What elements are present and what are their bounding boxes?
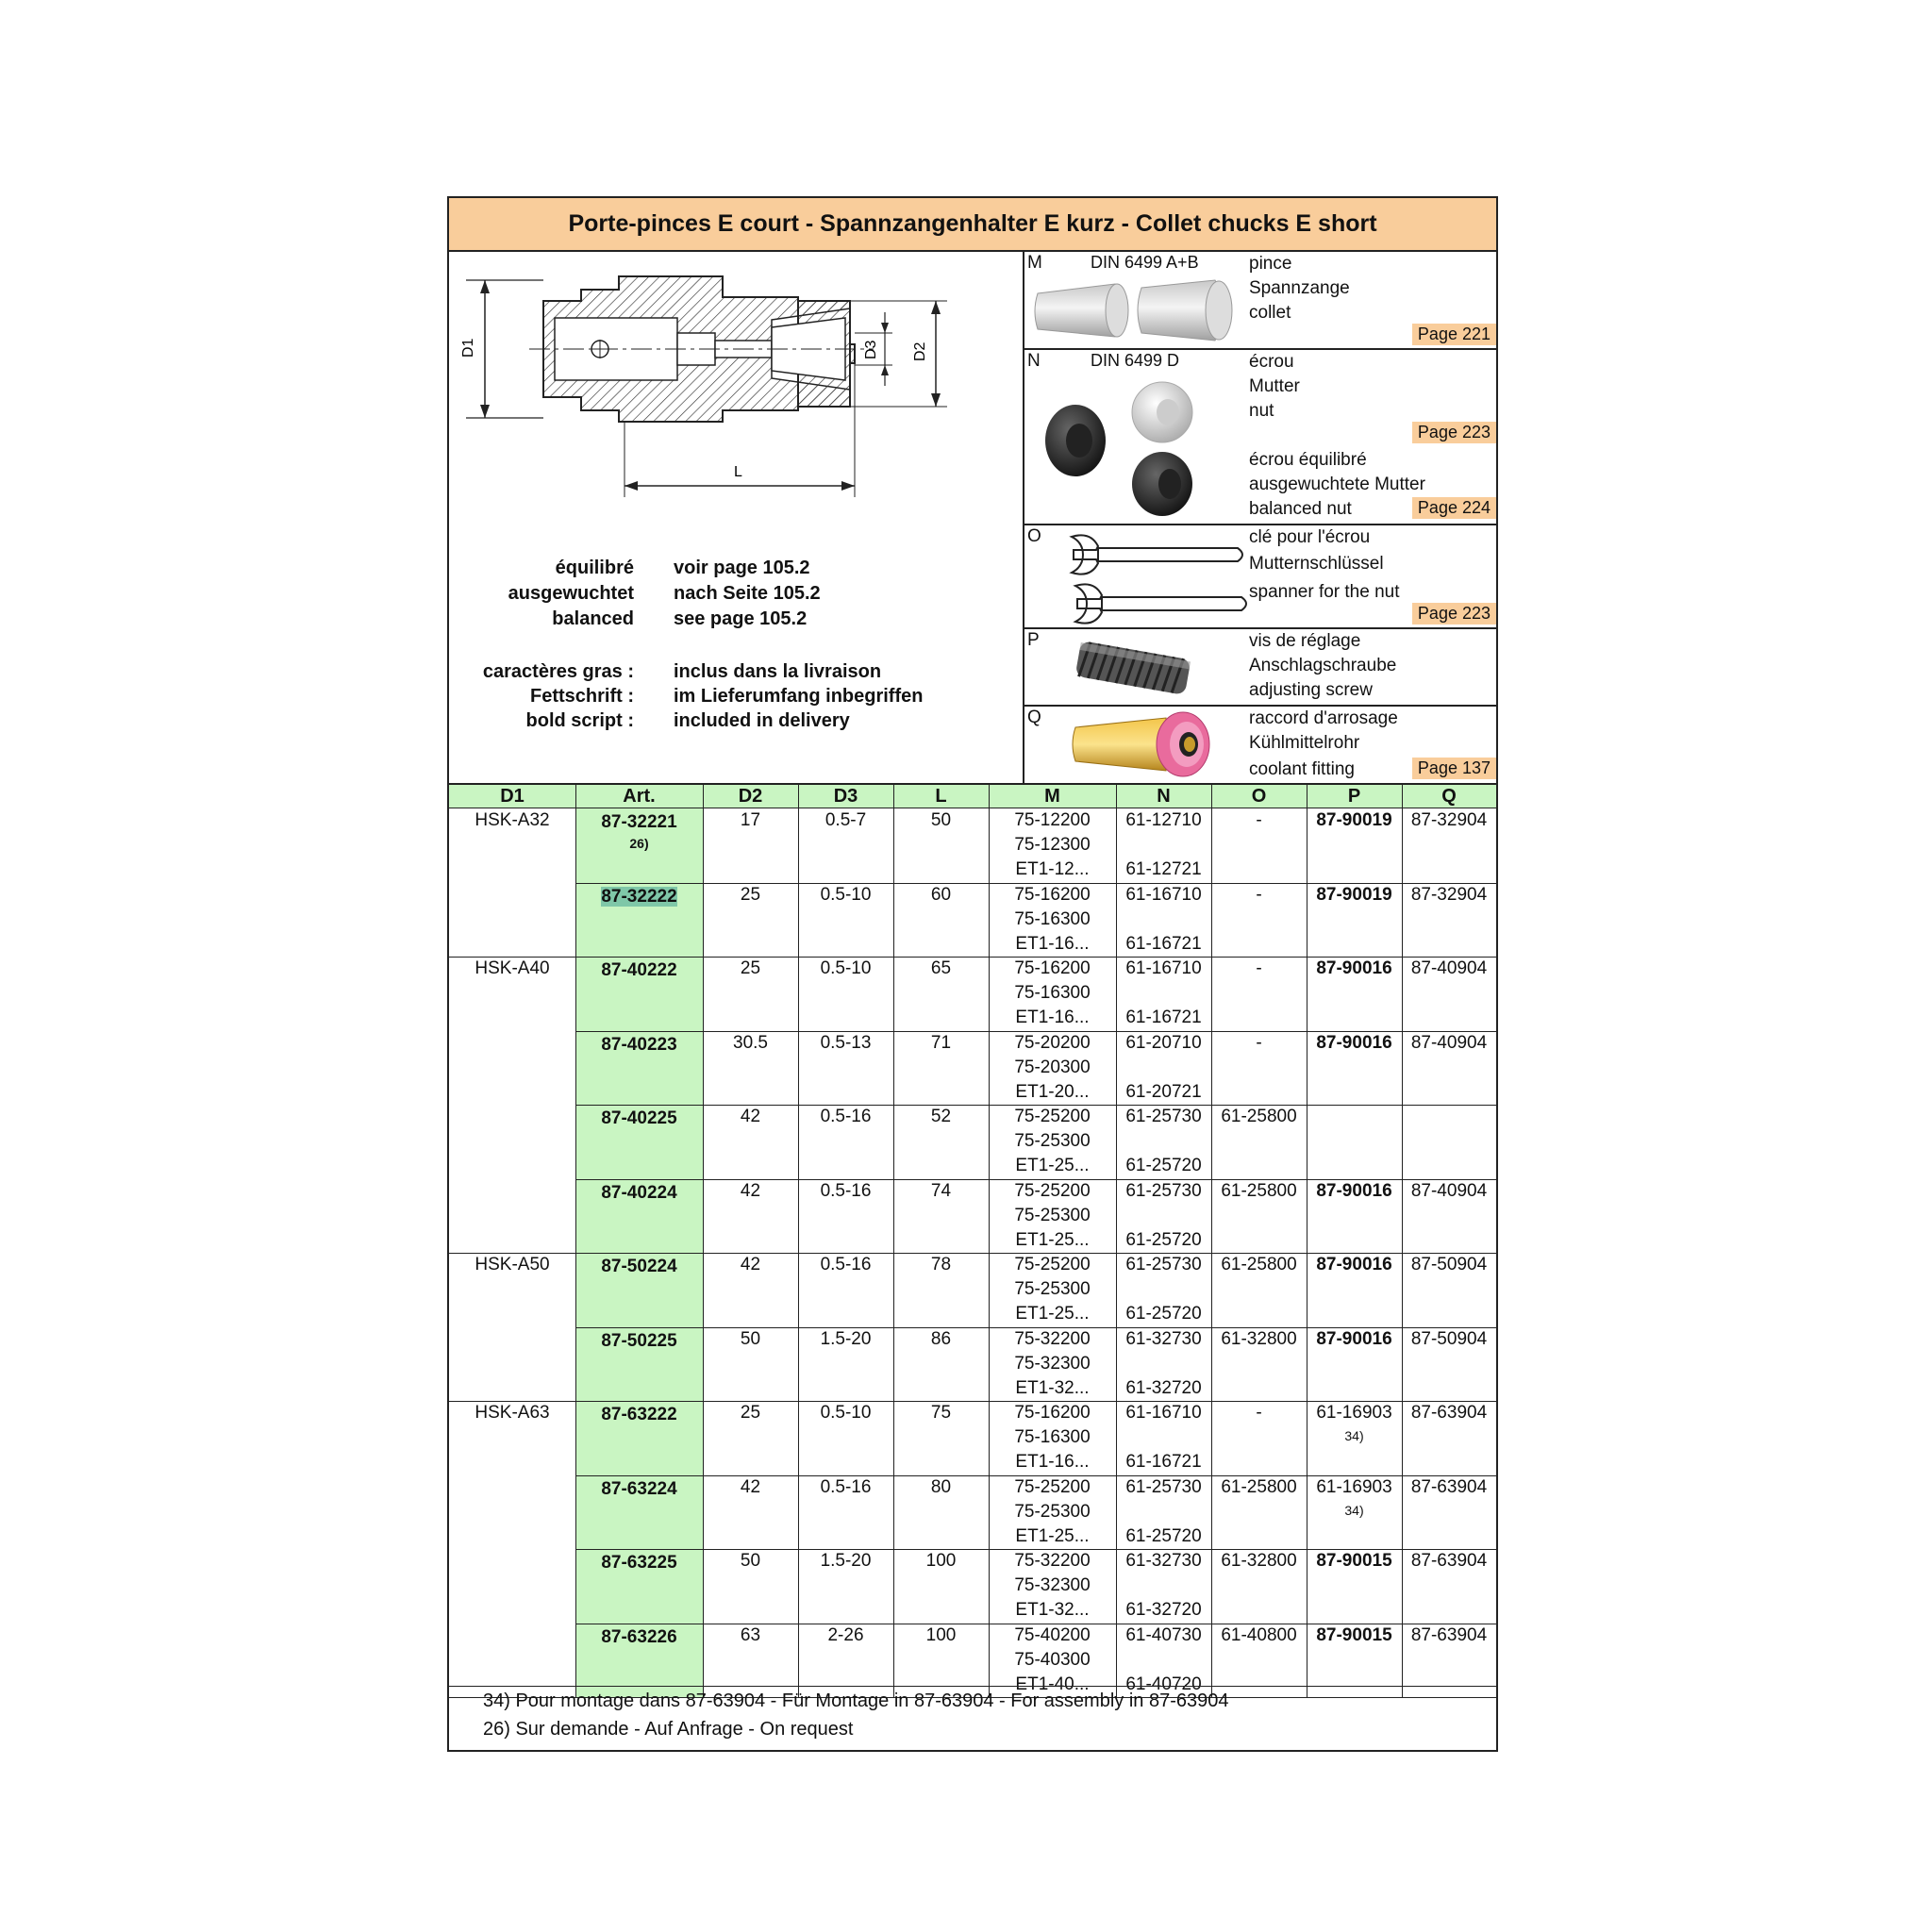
note-value: nach Seite 105.2 <box>674 583 821 604</box>
component-desc <box>1249 252 1350 325</box>
header-d2: D2 <box>738 786 763 807</box>
cell-m: 75-25300 <box>1014 1131 1091 1151</box>
cell-d2: 30.5 <box>733 1032 768 1053</box>
cell-d2: 63 <box>740 1624 761 1645</box>
adjusting-screw-icon <box>1072 637 1194 699</box>
cell-n: 61-32720 <box>1125 1600 1202 1620</box>
cell-o: 61-25800 <box>1221 1180 1297 1201</box>
cell-d3: 1.5-20 <box>820 1551 872 1571</box>
note-label: équilibré <box>555 558 634 578</box>
cell-m: 75-16200 <box>1014 1403 1091 1423</box>
column-divider <box>893 783 894 1697</box>
cell-p: 87-90019 <box>1316 810 1392 830</box>
cell-m: 75-16300 <box>1014 1427 1091 1447</box>
cell-p: 87-90019 <box>1316 884 1392 905</box>
desc-line: Mutter <box>1249 376 1300 396</box>
cell-q: 87-63904 <box>1410 1551 1488 1571</box>
cell-p: 61-16903 <box>1316 1403 1392 1423</box>
cell-l: 78 <box>930 1255 952 1274</box>
cell-n: 61-16710 <box>1125 1403 1202 1423</box>
cell-m: ET1-40... <box>1015 1674 1090 1694</box>
cell-l: 100 <box>925 1551 957 1571</box>
footnote-34: 34) Pour montage dans 87-63904 - Für Montage in 87-63904 - For assembly in 87-63904 <box>483 1690 1229 1711</box>
cell-l: 52 <box>930 1107 952 1126</box>
component-desc-balanced <box>1249 448 1425 522</box>
desc-line: adjusting screw <box>1249 680 1373 700</box>
cell-p: 61-16903 <box>1316 1476 1392 1497</box>
cell-d3: 0.5-7 <box>824 810 867 830</box>
cell-m: ET1-25... <box>1015 1304 1090 1324</box>
page-title: Porte-pinces E court - Spannzangenhalter E kurz - Collet chucks E short <box>449 198 1496 252</box>
note-label: bold script : <box>525 710 634 731</box>
cell-m: 75-16300 <box>1014 983 1091 1003</box>
component-desc <box>1249 350 1300 424</box>
cell-d3: 0.5-16 <box>820 1476 872 1497</box>
header-art: Art. <box>623 786 656 807</box>
desc-line: balanced nut <box>1249 499 1352 519</box>
cell-o: 61-40800 <box>1221 1624 1297 1645</box>
cell-m: 75-40300 <box>1014 1649 1091 1670</box>
desc-line: Mutternschlüssel <box>1249 554 1384 574</box>
header-q: Q <box>1441 786 1457 807</box>
cell-n: 61-25720 <box>1125 1304 1202 1324</box>
cell-n: 61-16721 <box>1125 933 1202 954</box>
cell-m: 75-25300 <box>1014 1279 1091 1299</box>
cell-m: ET1-16... <box>1015 1452 1090 1472</box>
cell-l: 50 <box>930 810 952 830</box>
desc-line: pince <box>1249 254 1292 274</box>
header-d1: D1 <box>500 786 525 807</box>
cell-m: 75-16200 <box>1014 884 1091 905</box>
coolant-fitting-icon <box>1072 708 1213 780</box>
cell-d3: 0.5-10 <box>820 884 872 905</box>
desc-line: clé pour l'écrou <box>1249 527 1371 547</box>
cell-p: 87-90016 <box>1316 1328 1392 1349</box>
notes-block <box>449 556 1023 744</box>
collet-icon <box>1030 276 1240 344</box>
desc-line: écrou <box>1249 352 1294 372</box>
cell-art: 87-40222 <box>601 960 677 980</box>
cell-q: 87-40904 <box>1410 1032 1488 1053</box>
component-o <box>1024 525 1498 629</box>
note-label: caractères gras : <box>482 661 634 682</box>
note-label: balanced <box>552 608 634 629</box>
cell-d2: 25 <box>740 1403 761 1423</box>
component-desc <box>1249 629 1396 703</box>
din-label: DIN 6499 A+B <box>1091 253 1199 272</box>
component-desc <box>1249 707 1398 782</box>
din-label: DIN 6499 D <box>1091 351 1180 370</box>
cell-m: ET1-20... <box>1015 1081 1090 1102</box>
page-link-137[interactable]: Page 137 <box>1412 758 1496 779</box>
cell-l: 65 <box>930 958 952 978</box>
cell-d2: 42 <box>740 1255 761 1274</box>
cell-n: 61-32730 <box>1125 1328 1202 1349</box>
cell-d3: 0.5-16 <box>820 1180 872 1201</box>
spanner-icon <box>1062 529 1251 625</box>
page-link-223[interactable]: Page 223 <box>1412 603 1496 625</box>
cell-d2: 42 <box>740 1476 761 1497</box>
component-letter: Q <box>1027 708 1041 727</box>
cell-m: 75-25200 <box>1014 1476 1091 1497</box>
desc-line: ausgewuchtete Mutter <box>1249 475 1425 494</box>
desc-line: collet <box>1249 303 1291 323</box>
cell-m: 75-32200 <box>1014 1551 1091 1571</box>
column-divider <box>798 783 799 1697</box>
component-letter: M <box>1027 253 1042 273</box>
desc-line: spanner for the nut <box>1249 582 1400 602</box>
cell-m: 75-16300 <box>1014 908 1091 929</box>
cell-art: 87-40223 <box>601 1034 677 1055</box>
cell-l: 74 <box>930 1180 952 1201</box>
cell-m: ET1-32... <box>1015 1377 1090 1398</box>
cell-m: ET1-12... <box>1015 859 1090 879</box>
cell-d2: 42 <box>740 1107 761 1126</box>
cell-m: 75-32300 <box>1014 1353 1091 1374</box>
cell-p: 87-90016 <box>1316 1255 1392 1274</box>
cell-m: ET1-16... <box>1015 933 1090 954</box>
catalog-sheet <box>447 196 1498 1752</box>
cell-l: 71 <box>930 1032 952 1053</box>
cell-o: - <box>1256 884 1262 905</box>
desc-line: nut <box>1249 401 1274 421</box>
cell-o: 61-25800 <box>1221 1255 1297 1274</box>
cell-d2: 25 <box>740 958 761 978</box>
cell-o: - <box>1256 958 1262 978</box>
component-letter: P <box>1027 630 1040 650</box>
component-letter: N <box>1027 351 1041 371</box>
component-p <box>1024 629 1498 707</box>
footnote-ref: 26) <box>629 836 649 851</box>
cell-d3: 2-26 <box>827 1624 864 1645</box>
cell-d2: 50 <box>740 1551 761 1571</box>
note-label: Fettschrift : <box>530 686 634 707</box>
cell-q: 87-40904 <box>1410 958 1488 978</box>
cell-o: - <box>1256 1403 1262 1423</box>
components-panel <box>1023 252 1498 783</box>
cell-art: 87-32221 <box>601 812 677 832</box>
cell-q: 87-32904 <box>1410 810 1488 830</box>
header-o: O <box>1251 786 1267 807</box>
cell-m: 75-12300 <box>1014 835 1091 855</box>
cell-art <box>575 885 703 909</box>
header-l: L <box>935 786 947 807</box>
cell-m: 75-25200 <box>1014 1180 1091 1201</box>
header-n: N <box>1157 786 1171 807</box>
cell-n: 61-25730 <box>1125 1255 1202 1274</box>
cell-m: 75-25200 <box>1014 1255 1091 1274</box>
d1-dim-label: D1 <box>460 338 476 358</box>
art-highlight: 87-32222 <box>601 886 677 907</box>
cell-p: 87-90016 <box>1316 1032 1392 1053</box>
cell-m: 75-32200 <box>1014 1328 1091 1349</box>
header-m: M <box>1044 786 1060 807</box>
cell-m: ET1-25... <box>1015 1525 1090 1546</box>
note-value: see page 105.2 <box>674 608 808 629</box>
cell-m: 75-20200 <box>1014 1032 1091 1053</box>
column-divider <box>1402 783 1403 1697</box>
footnotes <box>449 1686 1496 1751</box>
column-divider <box>1211 783 1212 1697</box>
cell-m: ET1-32... <box>1015 1600 1090 1620</box>
d3-dim-label: D3 <box>863 340 879 359</box>
cell-n: 61-32730 <box>1125 1551 1202 1571</box>
cell-d3: 0.5-16 <box>820 1107 872 1126</box>
cell-l: 86 <box>930 1328 952 1349</box>
column-divider <box>989 783 990 1697</box>
cell-p: 87-90016 <box>1316 958 1392 978</box>
cell-n: 61-20721 <box>1125 1081 1202 1102</box>
cell-d3: 0.5-10 <box>820 958 872 978</box>
header-d3: D3 <box>833 786 858 807</box>
table-header <box>449 783 1496 808</box>
cell-m: 75-25200 <box>1014 1107 1091 1126</box>
technical-drawing <box>449 252 1023 780</box>
cell-o: 61-25800 <box>1221 1107 1297 1126</box>
cell-m: ET1-25... <box>1015 1156 1090 1175</box>
cell-d2: 25 <box>740 884 761 905</box>
footnote-ref: 34) <box>1344 1428 1364 1443</box>
cell-n: 61-25730 <box>1125 1476 1202 1497</box>
component-desc <box>1249 525 1400 605</box>
cell-d3: 1.5-20 <box>820 1328 872 1349</box>
cell-n: 61-25720 <box>1125 1156 1202 1175</box>
cell-art: 87-63222 <box>601 1405 677 1424</box>
cell-q: 87-63904 <box>1410 1403 1488 1423</box>
cell-m: ET1-25... <box>1015 1229 1090 1250</box>
footnote-ref: 34) <box>1344 1502 1364 1518</box>
cell-q: 87-63904 <box>1410 1624 1488 1645</box>
cell-n: 61-16721 <box>1125 1452 1202 1472</box>
cell-m: 75-25300 <box>1014 1501 1091 1522</box>
cell-art: 87-50224 <box>601 1257 677 1276</box>
desc-line: coolant fitting <box>1249 759 1355 779</box>
cell-q: 87-63904 <box>1410 1476 1488 1497</box>
cell-d3: 0.5-16 <box>820 1255 872 1274</box>
column-divider <box>1116 783 1117 1697</box>
cell-m: 75-20300 <box>1014 1057 1091 1077</box>
cell-m: 75-32300 <box>1014 1575 1091 1595</box>
cell-m: 75-16200 <box>1014 958 1091 978</box>
note-value: inclus dans la livraison <box>674 661 882 682</box>
component-m <box>1024 252 1498 350</box>
cell-n: 61-12721 <box>1125 859 1202 879</box>
cell-n: 61-25730 <box>1125 1180 1202 1201</box>
cell-m: 75-40200 <box>1014 1624 1091 1645</box>
component-letter: O <box>1027 526 1041 546</box>
cell-l: 100 <box>925 1624 957 1645</box>
cell-d2: 42 <box>740 1180 761 1201</box>
nut-icon <box>1038 378 1226 520</box>
cell-n: 61-16710 <box>1125 958 1202 978</box>
cell-d2: 17 <box>740 810 761 830</box>
desc-line: Anschlagschraube <box>1249 656 1397 675</box>
desc-line: raccord d'arrosage <box>1249 708 1398 728</box>
note-label: ausgewuchtet <box>508 583 634 604</box>
cell-n: 61-16721 <box>1125 1008 1202 1027</box>
cell-n: 61-40720 <box>1125 1674 1202 1694</box>
cell-o: - <box>1256 1032 1262 1053</box>
cell-art: 87-63225 <box>601 1553 677 1573</box>
cell-n: 61-25730 <box>1125 1107 1202 1126</box>
cell-d3: 0.5-13 <box>820 1032 872 1053</box>
cell-art: 87-50225 <box>601 1330 677 1351</box>
cell-q: 87-50904 <box>1410 1328 1488 1349</box>
page-link-221[interactable]: Page 221 <box>1412 324 1496 345</box>
cell-o: 61-32800 <box>1221 1328 1297 1349</box>
cell-l: 80 <box>930 1476 952 1497</box>
cell-p: 87-90016 <box>1316 1180 1392 1201</box>
cell-m: 75-25300 <box>1014 1205 1091 1225</box>
desc-line: vis de réglage <box>1249 631 1361 651</box>
cell-o: 61-25800 <box>1221 1476 1297 1497</box>
cell-q: 87-40904 <box>1410 1180 1488 1201</box>
cell-o: 61-32800 <box>1221 1551 1297 1571</box>
cell-d1: HSK-A63 <box>475 1403 550 1423</box>
cell-l: 60 <box>930 884 952 905</box>
cell-n: 61-25720 <box>1125 1525 1202 1546</box>
cell-q: 87-50904 <box>1410 1255 1488 1274</box>
cell-m: 75-12200 <box>1014 810 1091 830</box>
cell-n: 61-40730 <box>1125 1624 1202 1645</box>
column-divider <box>575 783 576 1697</box>
note-value: im Lieferumfang inbegriffen <box>674 686 924 707</box>
cell-d1: HSK-A50 <box>475 1255 550 1274</box>
header-p: P <box>1347 786 1361 807</box>
page-link-224[interactable]: Page 224 <box>1412 497 1496 519</box>
column-divider <box>703 783 704 1697</box>
cell-l: 75 <box>930 1403 952 1423</box>
cell-n: 61-20710 <box>1125 1032 1202 1053</box>
d2-dim-label: D2 <box>912 341 928 361</box>
component-n <box>1024 350 1498 525</box>
cell-art: 87-63224 <box>601 1478 677 1499</box>
cell-q: 87-32904 <box>1410 884 1488 905</box>
cell-d1: HSK-A32 <box>475 810 550 830</box>
footnote-26: 26) Sur demande - Auf Anfrage - On request <box>483 1719 854 1740</box>
cell-n: 61-32720 <box>1125 1377 1202 1398</box>
note-value: voir page 105.2 <box>674 558 810 578</box>
component-q <box>1024 707 1498 783</box>
note-value: included in delivery <box>674 710 850 731</box>
desc-line: écrou équilibré <box>1249 450 1367 470</box>
cell-d1: HSK-A40 <box>475 958 550 978</box>
cell-art: 87-63226 <box>601 1626 677 1647</box>
cell-o: - <box>1256 810 1262 830</box>
desc-line: Kühlmittelrohr <box>1249 733 1360 753</box>
cell-n: 61-16710 <box>1125 884 1202 905</box>
cell-d2: 50 <box>740 1328 761 1349</box>
l-dim-label: L <box>734 464 742 480</box>
cell-p: 87-90015 <box>1316 1551 1392 1571</box>
cell-d3: 0.5-10 <box>820 1403 872 1423</box>
cell-art: 87-40224 <box>601 1182 677 1203</box>
cell-p: 87-90015 <box>1316 1624 1392 1645</box>
cell-n: 61-25720 <box>1125 1229 1202 1250</box>
desc-line: Spannzange <box>1249 278 1350 298</box>
page-link-223[interactable]: Page 223 <box>1412 422 1496 443</box>
cell-art: 87-40225 <box>601 1108 677 1128</box>
cell-n: 61-12710 <box>1125 810 1202 830</box>
cell-m: ET1-16... <box>1015 1008 1090 1027</box>
